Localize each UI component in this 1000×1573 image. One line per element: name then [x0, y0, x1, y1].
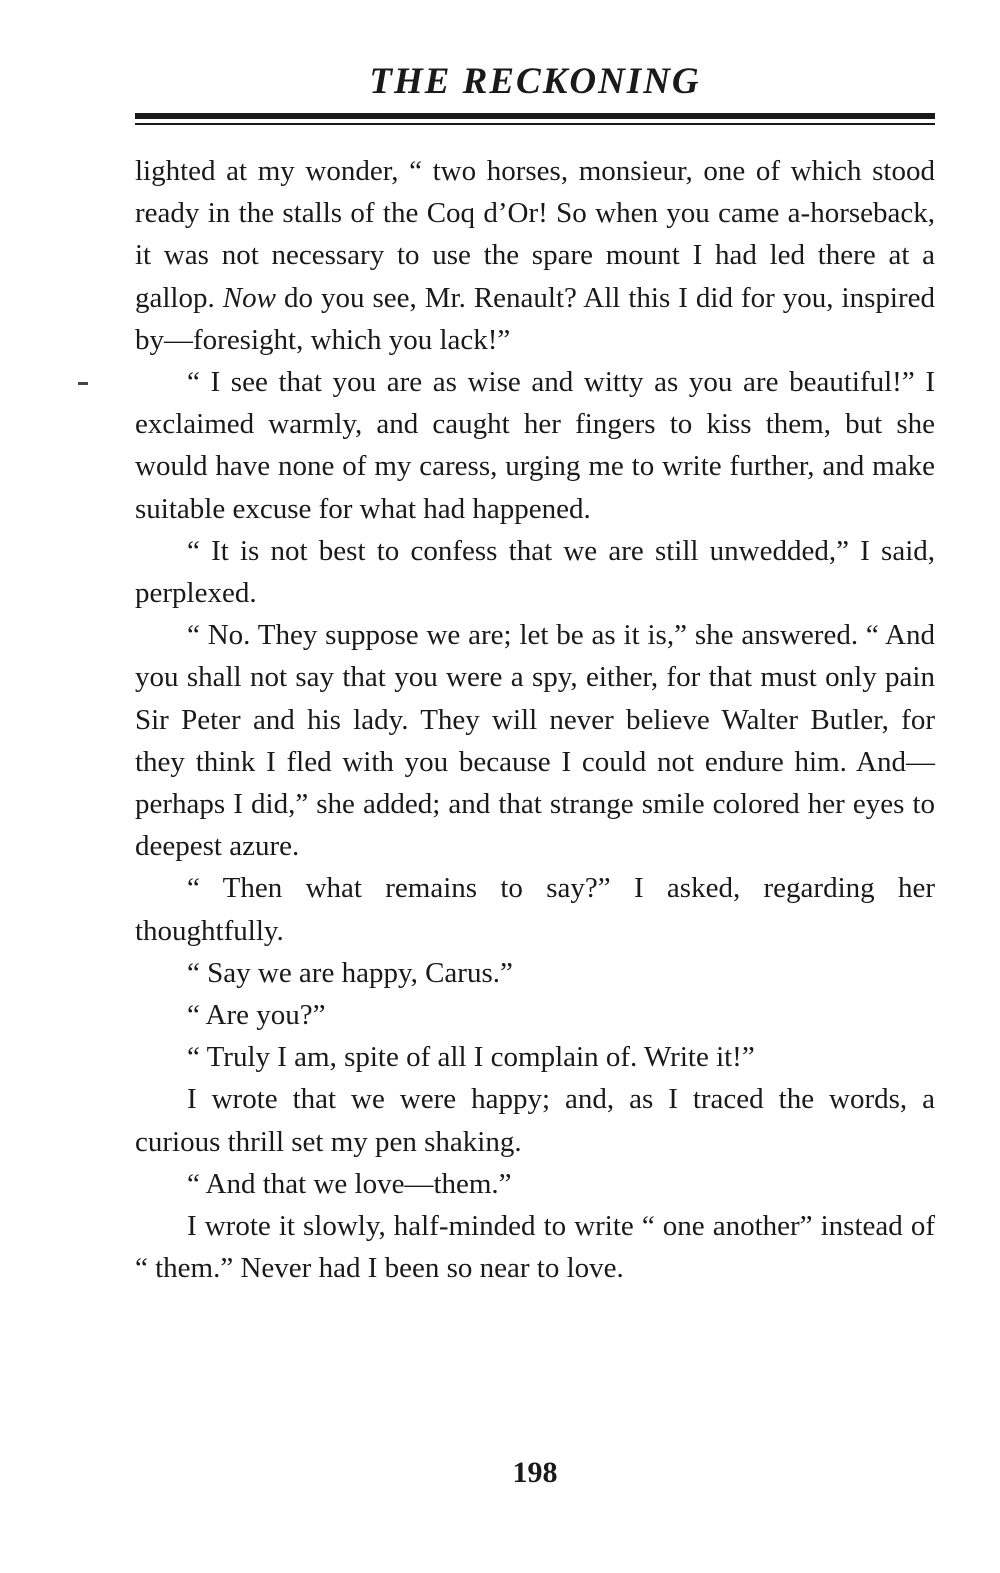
paragraph-1-text: lighted at my wonder, “ two horses, monsieur, one of which stood ready in the stalls of the Coq d’Or! So when you came a-horseback, it was not necessary to use the spare mount I had led there at a gallop. — [135, 155, 935, 314]
paragraph-7: “ Are you?” — [187, 999, 326, 1032]
page-number: 198 — [512, 1456, 558, 1489]
paragraph-8: “ Truly I am, spite of all I complain of. Write it!” — [187, 1041, 755, 1074]
header-rule-thick — [135, 113, 935, 119]
body-text — [135, 150, 935, 1289]
header-rule-thin — [135, 123, 935, 125]
paragraph-10: “ And that we love—them.” — [187, 1167, 512, 1200]
paragraph-1-emphasis: Now — [222, 281, 276, 314]
paragraph-6: “ Say we are happy, Carus.” — [187, 956, 513, 989]
paragraph-4: “ No. They suppose we are; let be as it is,” she answered. “ And you shall not say that you were a spy, either, for that must only pain Sir Peter and his lady. They will never believe Walter Butler, for they think I fled with you because I could not endure him. And—perhaps I did,” she added; and that strange smile colored her eyes to deepest azure. — [135, 619, 935, 863]
paragraph-1-text-end: do you see, Mr. Renault? All this I did for you, inspired by—foresight, which you lack!” — [135, 281, 935, 356]
paragraph-9: I wrote that we were happy; and, as I traced the words, a curious thrill set my pen shaking. — [135, 1083, 935, 1158]
running-head-title: THE RECKONING — [369, 61, 701, 102]
paragraph-11: I wrote it slowly, half-minded to write “ one another” instead of “ them.” Never had I been so near to love. — [135, 1210, 935, 1285]
paragraph-3: “ It is not best to confess that we are still unwedded,” I said, perplexed. — [135, 534, 935, 610]
paragraph-1 — [135, 150, 935, 361]
paragraph-5: “ Then what remains to say?” I asked, regarding her thoughtfully. — [135, 872, 935, 947]
paragraph-2: “ I see that you are as wise and witty as you are beautiful!” I exclaimed warmly, and caught her fingers to kiss them, but she would have none of my caress, urging me to write further, and make suitable excuse for what had happened. — [135, 366, 935, 525]
margin-mark — [78, 382, 88, 385]
